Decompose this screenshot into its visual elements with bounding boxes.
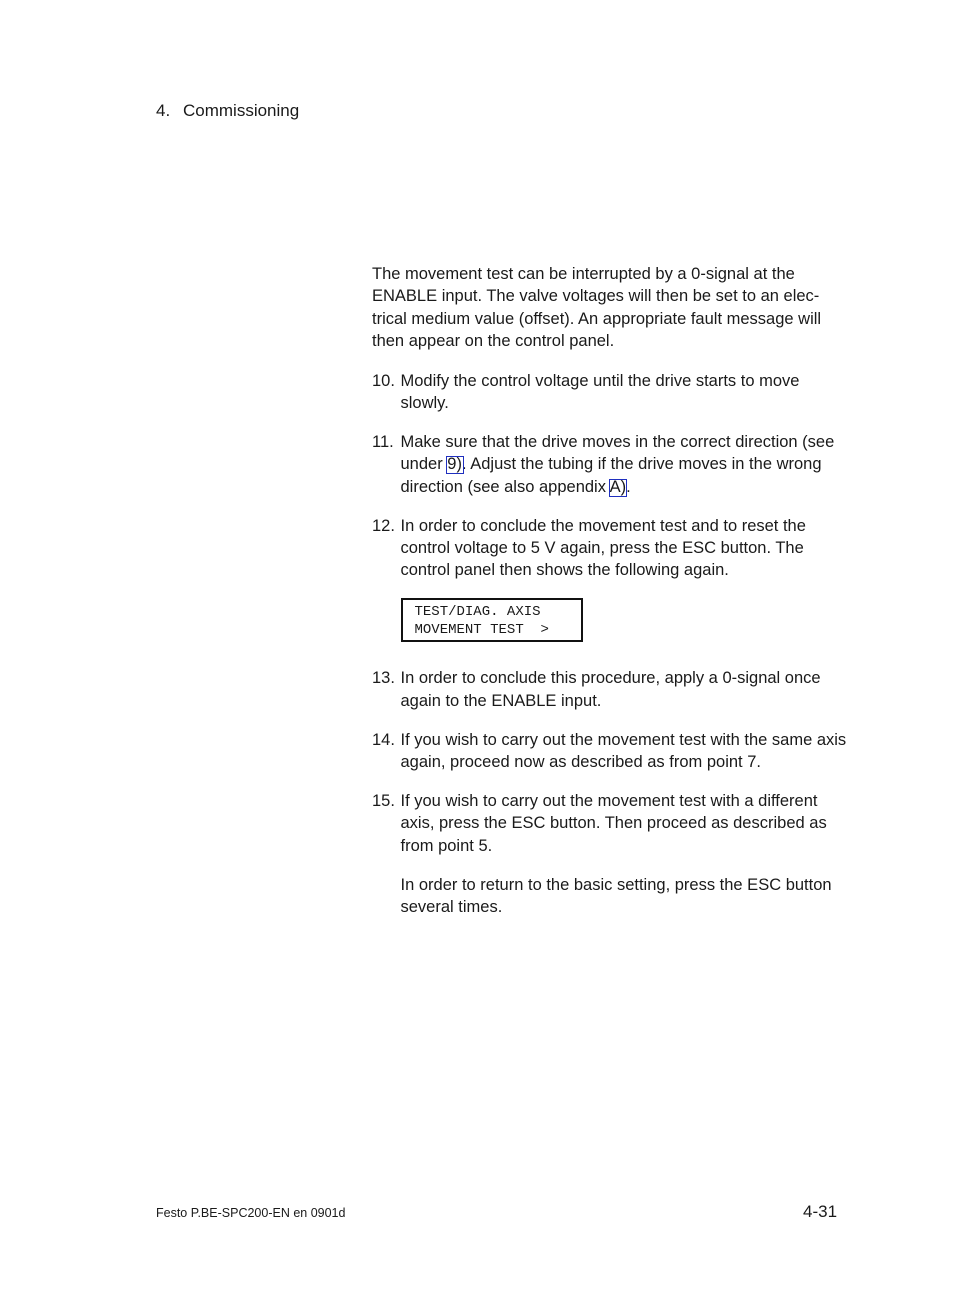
step-13: [372, 667, 847, 712]
cross-reference-link-9[interactable]: 9: [447, 455, 457, 474]
step-11: [372, 431, 847, 498]
step-text: If you wish to carry out the movement test with the same axis again, proceed now as described as from point 7.: [400, 730, 847, 772]
step-number: 11.: [372, 432, 394, 451]
control-panel-display: [401, 598, 583, 642]
cross-reference-link-appendix-a[interactable]: A: [609, 477, 621, 496]
step-number: 15.: [372, 792, 395, 810]
step-text: Modify the control voltage until the drive starts to move slowly.: [400, 371, 800, 413]
step-15: [372, 790, 847, 857]
step-number: 10.: [372, 371, 395, 390]
chapter-number: 4.: [156, 101, 171, 120]
step-12: [372, 515, 847, 582]
step-10: [372, 370, 847, 415]
step-number: 12.: [372, 516, 395, 535]
chapter-header: [156, 101, 299, 121]
step-text: If you wish to carry out the movement test with a different axis, press the ESC button. Then proceed as described as from point 5.: [400, 792, 827, 855]
display-line-2: MOVEMENT TEST >: [414, 622, 549, 639]
closing-note: In order to return to the basic setting, press the ESC button several times.: [400, 875, 832, 917]
step-text: Make sure that the drive moves in the correct direction (see under 9). Adjust the tubing if the drive moves in the wrong direction (see also appendix A).: [400, 432, 835, 496]
step-number: 13.: [372, 669, 395, 688]
main-content: [372, 263, 847, 919]
step-14: [372, 729, 847, 774]
display-line-1: TEST/DIAG. AXIS: [414, 604, 541, 621]
page-number: 4-31: [803, 1202, 838, 1221]
footer-document-id: Festo P.BE-SPC200-EN en 0901d: [156, 1206, 346, 1220]
intro-paragraph: The movement test can be interrupted by a 0-signal at the ENABLE input. The valve voltages will then be set to an elec-trical medium value (offset). An appropriate fault message will then appear on the control panel.: [372, 265, 822, 351]
chapter-title: Commissioning: [183, 101, 300, 120]
step-text: In order to conclude this procedure, apply a 0-signal once again to the ENABLE input.: [400, 669, 821, 710]
step-text: In order to conclude the movement test and to reset the control voltage to 5 V again, press the ESC button. The control panel then shows the following again.: [400, 516, 806, 580]
step-number: 14.: [372, 730, 395, 749]
